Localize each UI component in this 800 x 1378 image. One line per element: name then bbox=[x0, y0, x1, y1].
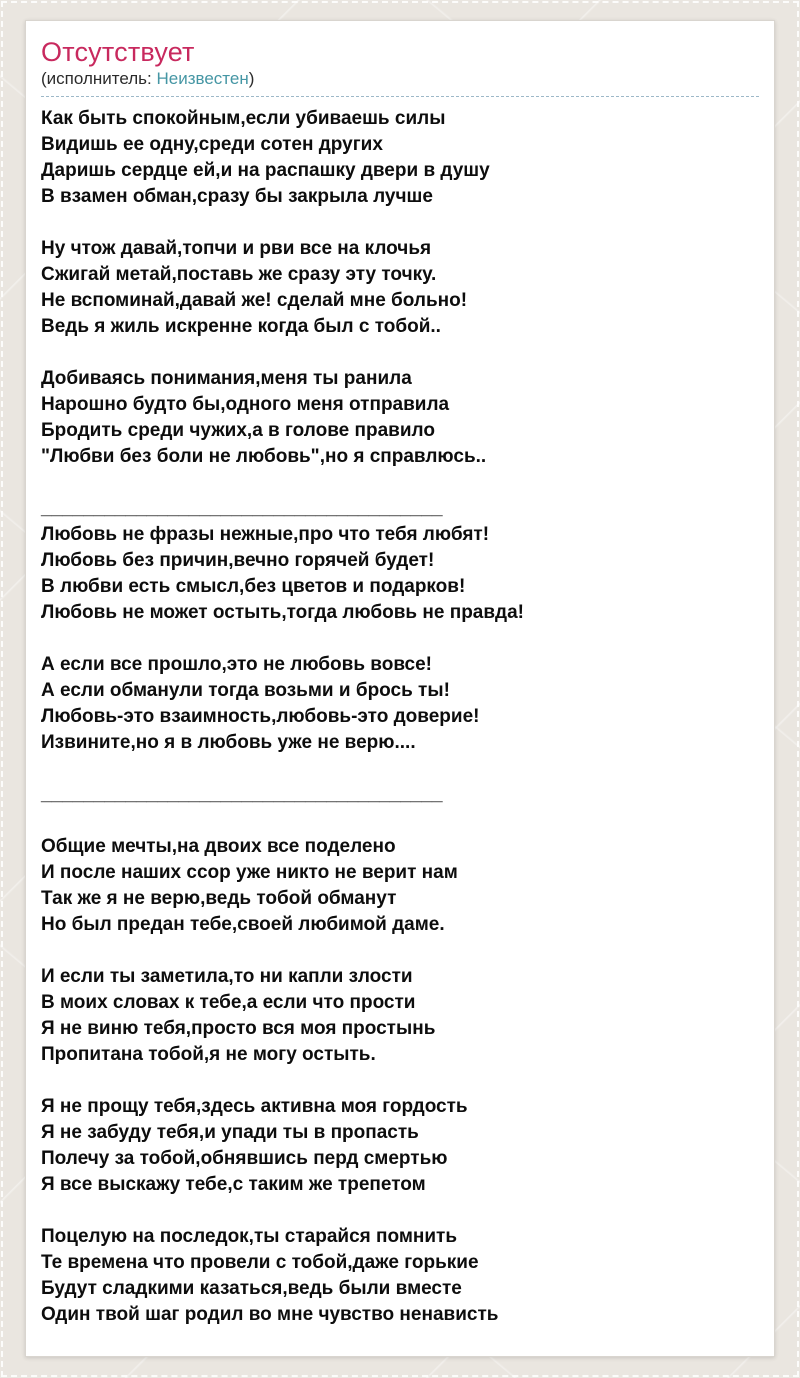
lyrics-line: В взамен обман,сразу бы закрыла лучше bbox=[41, 186, 433, 207]
lyrics-line: Я все выскажу тебе,с таким же трепетом bbox=[41, 1174, 426, 1195]
lyrics-line: Любовь не фразы нежные,про что тебя любят! bbox=[41, 524, 490, 545]
lyrics-line bbox=[41, 626, 759, 652]
lyrics-line: Ну чтож давай,топчи и рви все на клочья bbox=[41, 238, 432, 259]
lyrics-line: Общие мечты,на двоих все поделено bbox=[41, 836, 396, 857]
lyrics-line: Сжигай метай,поставь же сразу эту точку. bbox=[41, 264, 437, 285]
lyrics-line: А если все прошло,это не любовь вовсе! bbox=[41, 654, 432, 675]
lyrics-line: Любовь без причин,вечно горячей будет! bbox=[41, 550, 435, 571]
lyrics-line bbox=[41, 470, 759, 496]
lyrics-line: Полечу за тобой,обнявшись перд смертью bbox=[41, 1148, 448, 1169]
lyrics-line: Любовь не может остыть,тогда любовь не правда! bbox=[41, 602, 524, 623]
lyrics-line: Нарошно будто бы,одного меня отправила bbox=[41, 394, 450, 415]
lyrics-line: "Любви без боли не любовь",но я справлюсь.. bbox=[41, 446, 487, 467]
lyrics-line: Бродить среди чужих,а в голове правило bbox=[41, 420, 435, 441]
lyrics-line: Но был предан тебе,своей любимой даме. bbox=[41, 914, 445, 935]
lyrics-line: Те времена что провели с тобой,даже горькие bbox=[41, 1252, 479, 1273]
lyrics-text bbox=[41, 106, 759, 1328]
lyrics-line: Видишь ее одну,среди сотен других bbox=[41, 134, 383, 155]
lyrics-line: Как быть спокойным,если убиваешь силы bbox=[41, 108, 446, 129]
lyrics-line bbox=[41, 340, 759, 366]
lyrics-card bbox=[25, 20, 775, 1357]
lyrics-line: Будут сладкими казаться,ведь были вместе bbox=[41, 1278, 462, 1299]
lyrics-line: И если ты заметила,то ни капли злости bbox=[41, 966, 413, 987]
lyrics-line bbox=[41, 210, 759, 236]
artist-row bbox=[41, 69, 759, 97]
lyrics-line bbox=[41, 808, 759, 834]
lyrics-divider: ______________________________________ bbox=[41, 498, 443, 519]
lyrics-line: Любовь-это взаимность,любовь-это доверие! bbox=[41, 706, 480, 727]
lyrics-line: В моих словах к тебе,а если что прости bbox=[41, 992, 416, 1013]
lyrics-line: Так же я не верю,ведь тобой обманут bbox=[41, 888, 397, 909]
lyrics-line: Извините,но я в любовь уже не верю.... bbox=[41, 732, 416, 753]
artist-link[interactable]: Неизвестен bbox=[156, 69, 249, 88]
lyrics-line: Один твой шаг родил во мне чувство ненависть bbox=[41, 1304, 499, 1325]
song-title: Отсутствует bbox=[41, 37, 195, 67]
lyrics-line bbox=[41, 1198, 759, 1224]
artist-label-prefix: (исполнитель: bbox=[41, 69, 157, 88]
lyrics-line: Не вспоминай,давай же! сделай мне больно! bbox=[41, 290, 468, 311]
lyrics-line: Ведь я жиль искренне когда был с тобой.. bbox=[41, 316, 441, 337]
lyrics-line: В любви есть смысл,без цветов и подарков! bbox=[41, 576, 466, 597]
artist-label-suffix: ) bbox=[248, 69, 255, 88]
lyrics-line: Добиваясь понимания,меня ты ранила bbox=[41, 368, 412, 389]
lyrics-line: А если обманули тогда возьми и брось ты! bbox=[41, 680, 450, 701]
lyrics-line: Поцелую на последок,ты старайся помнить bbox=[41, 1226, 458, 1247]
lyrics-line bbox=[41, 938, 759, 964]
lyrics-divider: ______________________________________ bbox=[41, 784, 443, 805]
lyrics-line: И после наших ссор уже никто не верит нам bbox=[41, 862, 458, 883]
lyrics-line bbox=[41, 756, 759, 782]
lyrics-line: Я не забуду тебя,и упади ты в пропасть bbox=[41, 1122, 419, 1143]
lyrics-line: Я не виню тебя,просто вся моя простынь bbox=[41, 1018, 436, 1039]
lyrics-line: Пропитана тобой,я не могу остыть. bbox=[41, 1044, 376, 1065]
lyrics-line bbox=[41, 1068, 759, 1094]
lyrics-line: Даришь сердце ей,и на распашку двери в душу bbox=[41, 160, 490, 181]
lyrics-line: Я не прощу тебя,здесь активна моя гордость bbox=[41, 1096, 468, 1117]
